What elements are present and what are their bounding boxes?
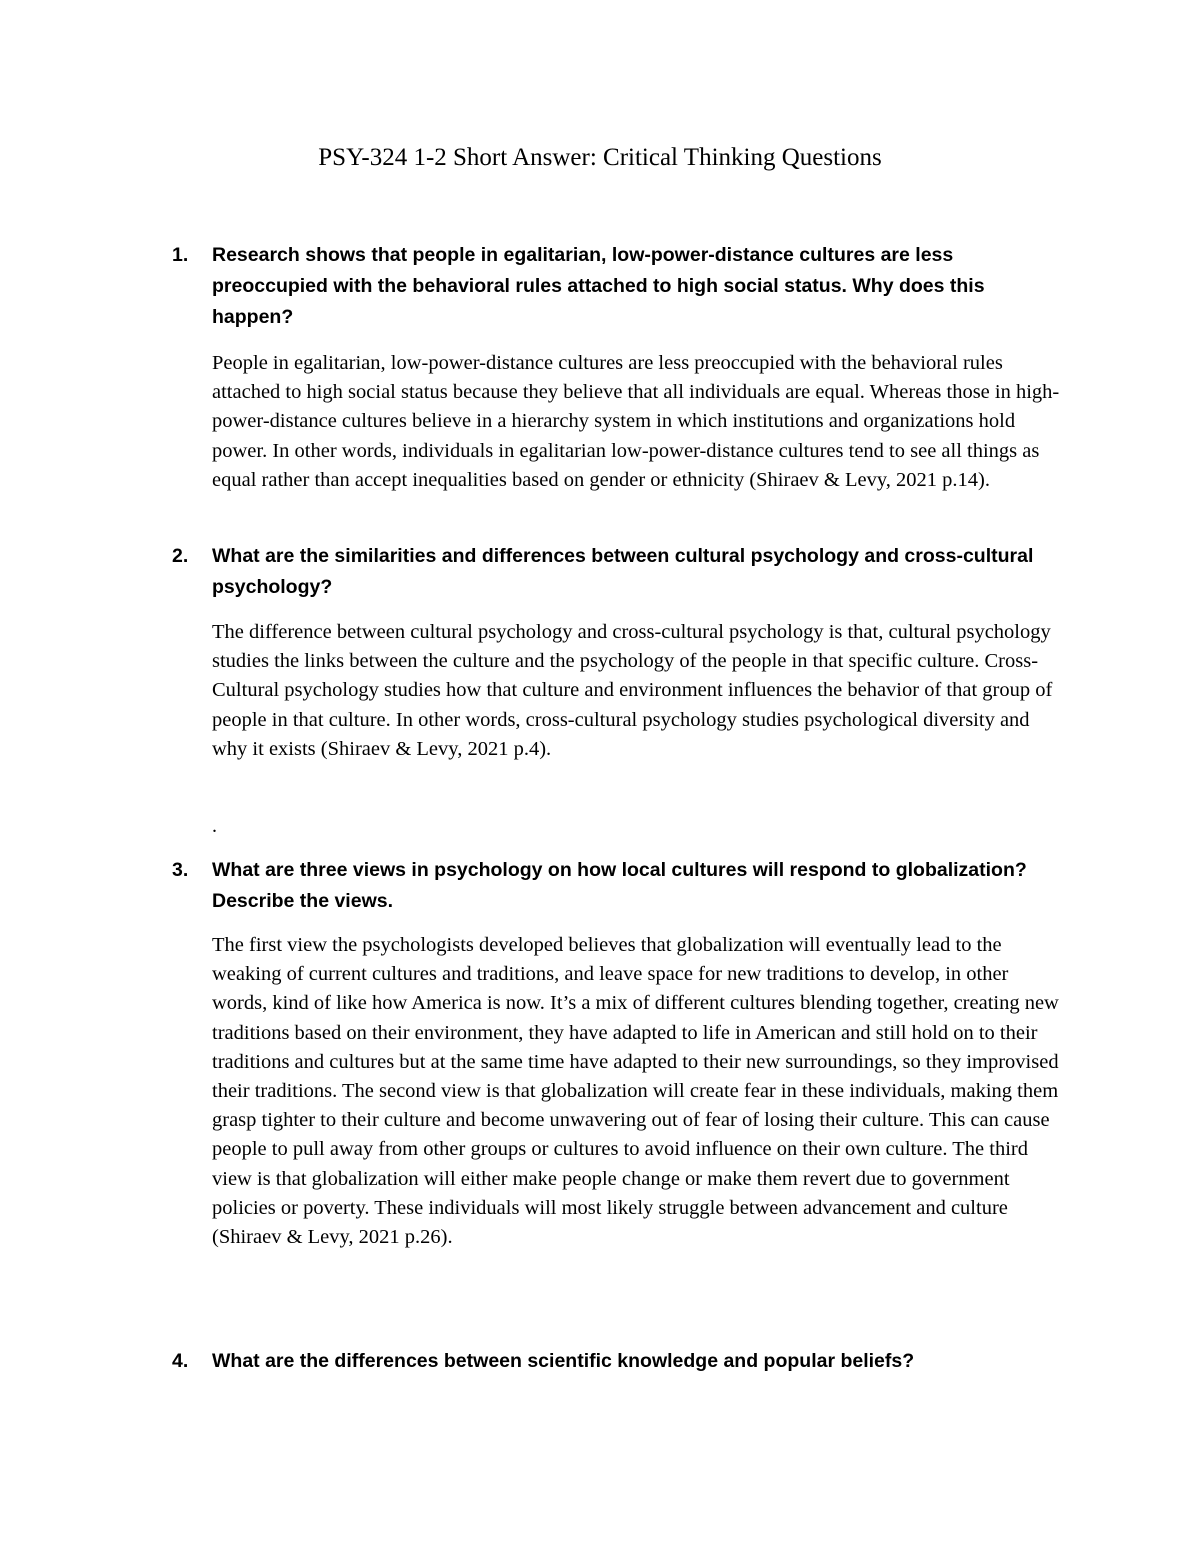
answer-3: The first view the psychologists developed believes that globalization will eventually lead to the weaking of current cultures and traditions, and leave space for new traditions to develop, in other words, kind of like how America is now. It’s a mix of different cultures blending together, creating new traditions based on their environment, they have adapted to life in American and still hold on to their traditions and cultures but at the same time have adapted to their new surroundings, so they improvised their traditions. The second view is that globalization will create fear in these individuals, making them grasp tighter to their culture and become unwavering out of fear of losing their culture. This can cause people to pull away from other groups or cultures to avoid influence on their own culture. The third view is that globalization will either make people change or make them revert due to government policies or poverty. These individuals will most likely struggle between advancement and culture (Shiraev & Levy, 2021 p.26). bbox=[212, 934, 1059, 1249]
trailing-period: . bbox=[212, 815, 217, 837]
question-text: Research shows that people in egalitarian, low-power-distance cultures are less preoccupied with the behavioral rules attached to high social status. Why does this happen? bbox=[212, 244, 985, 328]
question-text: What are the similarities and differences between cultural psychology and cross-cultural psychology? bbox=[212, 545, 1034, 598]
question-text: What are three views in psychology on how local cultures will respond to globalization? Describe the views. bbox=[212, 859, 1027, 912]
question-text: What are the differences between scientific knowledge and popular beliefs? bbox=[212, 1350, 915, 1372]
question-number: 1. bbox=[172, 244, 189, 266]
answer-1: People in egalitarian, low-power-distance cultures are less preoccupied with the behavioral rules attached to high social status because they believe that all individuals are equal. Whereas those in high-power-distance cultures believe in a hierarchy system in which institutions and organizations hold power. In other words, individuals in egalitarian low-power-distance cultures tend to see all things as equal rather than accept inequalities based on gender or ethnicity (Shiraev & Levy, 2021 p.14). bbox=[212, 352, 1060, 491]
question-number: 2. bbox=[172, 545, 189, 567]
answer-2: The difference between cultural psychology and cross-cultural psychology is that, cultural psychology studies the links between the culture and the psychology of the people in that specific culture. Cross-Cultural psychology studies how that culture and environment influences the behavior of that group of people in that culture. In other words, cross-cultural psychology studies psychological diversity and why it exists (Shiraev & Levy, 2021 p.4). bbox=[212, 621, 1053, 760]
document-title: PSY-324 1-2 Short Answer: Critical Thinking Questions bbox=[318, 144, 882, 171]
question-number: 4. bbox=[172, 1350, 189, 1372]
question-number: 3. bbox=[172, 859, 189, 881]
